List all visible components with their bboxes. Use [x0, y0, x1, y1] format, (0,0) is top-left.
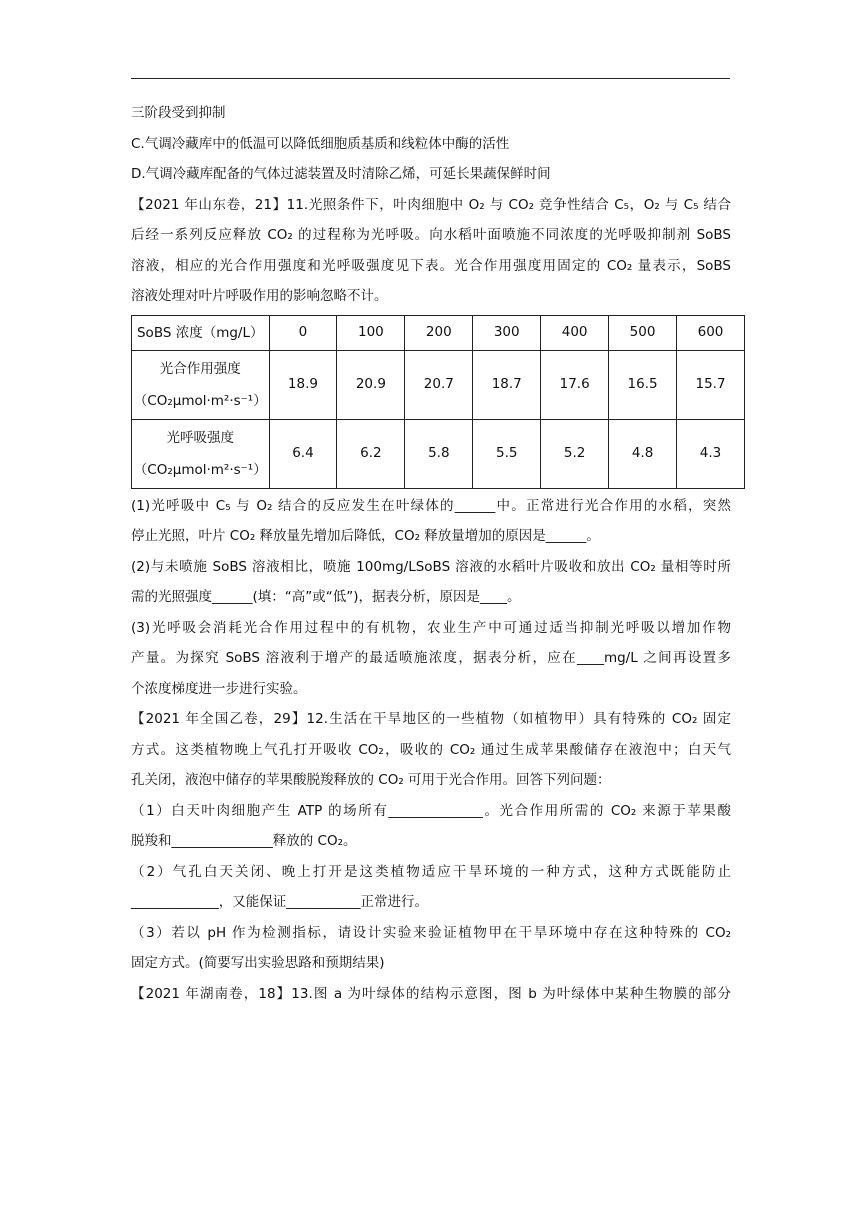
text-line: 【2021 年湖南卷，18】13.图 a 为叶绿体的结构示意图，图 b 为叶绿体中某种生物膜的部分 — [131, 985, 731, 1002]
value-cell: 4.3 — [677, 419, 745, 488]
concentration-cell: 500 — [609, 315, 677, 350]
value-cell: 6.4 — [269, 419, 337, 488]
text-line: 停止光照，叶片 CO₂ 释放量先增加后降低，CO₂ 释放量增加的原因是______。 — [131, 528, 600, 544]
concentration-cell: 0 — [269, 315, 337, 350]
text-line: 三阶段受到抑制 — [131, 105, 226, 121]
row-label: 光合作用强度 — [159, 360, 241, 377]
concentration-cell: 400 — [541, 315, 609, 350]
header-rule — [131, 78, 730, 79]
header-label-cell: SoBS 浓度（mg/L） — [132, 315, 270, 350]
text-line: 个浓度梯度进一步进行实验。 — [131, 680, 307, 697]
text-line: （3）若以 pH 作为检测指标，请设计实验来验证植物甲在干旱环境中存在这种特殊的 CO₂ — [131, 924, 731, 941]
concentration-cell: 200 — [405, 315, 473, 350]
value-cell: 5.5 — [473, 419, 541, 488]
value-cell: 5.2 — [541, 419, 609, 488]
table-header-row — [132, 315, 745, 350]
sobs-data-table — [131, 315, 745, 489]
text-line: 产量。为探究 SoBS 溶液利于增产的最适喷施浓度，据表分析，应在____mg/L 之间再设置多 — [131, 650, 731, 666]
text-line: 溶液处理对叶片呼吸作用的影响忽略不计。 — [131, 288, 388, 304]
text-line: 需的光照强度______(填：“高”或“低”)，据表分析，原因是____。 — [131, 589, 521, 605]
text-line: 脱羧和_______________释放的 CO₂。 — [131, 833, 357, 849]
text-line: (3)光呼吸会消耗光合作用过程中的有机物，农业生产中可通过适当抑制光呼吸以增加作物 — [131, 619, 731, 636]
table-row-photorespiration — [132, 419, 745, 488]
text-line: _____________，又能保证___________正常进行。 — [131, 894, 428, 910]
value-cell: 18.9 — [269, 350, 337, 419]
value-cell: 20.9 — [337, 350, 405, 419]
text-line: D.气调冷藏库配备的气体过滤装置及时清除乙烯，可延长果蔬保鲜时间 — [131, 166, 551, 182]
concentration-cell: 300 — [473, 315, 541, 350]
text-line: 孔关闭，液泡中储存的苹果酸脱羧释放的 CO₂ 可用于光合作用。回答下列问题： — [131, 772, 611, 788]
text-line: 后经一系列反应释放 CO₂ 的过程称为光呼吸。向水稻叶面喷施不同浓度的光呼吸抑制剂 SoBS — [131, 227, 731, 243]
text-line: (1)光呼吸中 C₅ 与 O₂ 结合的反应发生在叶绿体的______中。正常进行光合作用的水稻，突然 — [131, 497, 731, 514]
table-row-photosynthesis — [132, 350, 745, 419]
text-line: 溶液，相应的光合作用强度和光呼吸强度见下表。光合作用强度用固定的 CO₂ 量表示，SoBS — [131, 257, 731, 274]
value-cell: 20.7 — [405, 350, 473, 419]
value-cell: 15.7 — [677, 350, 745, 419]
value-cell: 17.6 — [541, 350, 609, 419]
text-line: 【2021 年山东卷，21】11.光照条件下，叶肉细胞中 O₂ 与 CO₂ 竞争性结合 C₅，O₂ 与 C₅ 结合 — [131, 196, 731, 213]
value-cell: 5.8 — [405, 419, 473, 488]
row-label: 光呼吸强度 — [166, 429, 234, 446]
value-cell: 4.8 — [609, 419, 677, 488]
value-cell: 16.5 — [609, 350, 677, 419]
text-line: 【2021 年全国乙卷，29】12.生活在干旱地区的一些植物（如植物甲）具有特殊的 CO₂ 固定 — [131, 711, 731, 727]
row-label-cell — [132, 419, 270, 488]
value-cell: 6.2 — [337, 419, 405, 488]
row-unit: （CO₂μmol·m²·s⁻¹） — [133, 461, 267, 478]
text-line: 方式。这类植物晚上气孔打开吸收 CO₂，吸收的 CO₂ 通过生成苹果酸储存在液泡中；白天气 — [131, 741, 731, 758]
concentration-cell: 100 — [337, 315, 405, 350]
row-unit: （CO₂μmol·m²·s⁻¹） — [133, 392, 267, 409]
value-cell: 18.7 — [473, 350, 541, 419]
text-line: （1）白天叶肉细胞产生 ATP 的场所有______________。光合作用所需的 CO₂ 来源于苹果酸 — [131, 802, 731, 819]
row-label-cell — [132, 350, 270, 419]
document-body — [131, 104, 731, 1015]
concentration-cell: 600 — [677, 315, 745, 350]
text-line: （2）气孔白天关闭、晚上打开是这类植物适应干旱环境的一种方式，这种方式既能防止 — [131, 863, 731, 880]
text-line: 固定方式。(简要写出实验思路和预期结果) — [131, 955, 385, 971]
text-line: C.气调冷藏库中的低温可以降低细胞质基质和线粒体中酶的活性 — [131, 135, 510, 152]
text-line: (2)与未喷施 SoBS 溶液相比，喷施 100mg/LSoBS 溶液的水稻叶片吸收和放出 CO₂ 量相等时所 — [131, 558, 731, 575]
